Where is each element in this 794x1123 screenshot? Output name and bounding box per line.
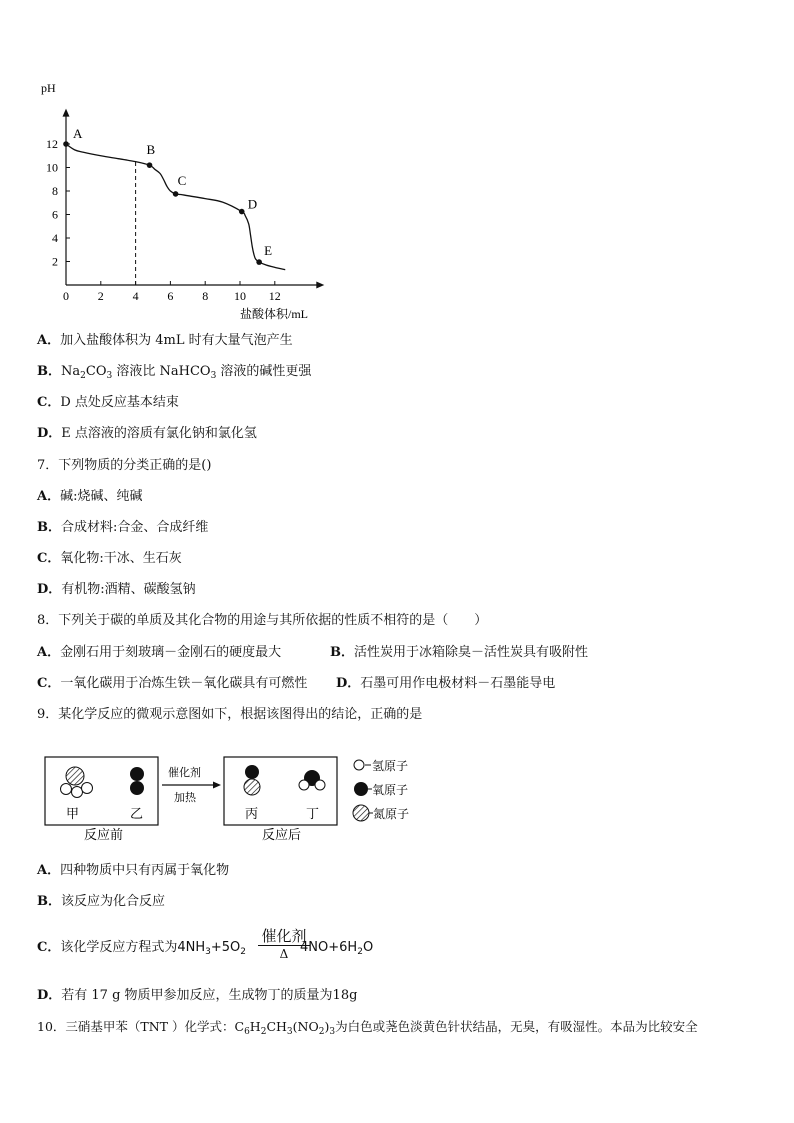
oxygen-atom [130, 767, 144, 781]
formula-part: +5O [210, 940, 241, 955]
text-part: 为白色或荛色淡黄色针状结晶，无臭，有吸湿性。本品为比较安全 [335, 1019, 698, 1034]
q9-option-c [37, 939, 373, 958]
option-letter: D． [37, 582, 62, 597]
q6-option-d [37, 425, 257, 443]
formula-part: 4NO+6H [300, 940, 358, 955]
hydrogen-atom [72, 787, 83, 798]
subscript: 3 [205, 947, 211, 957]
q7-option-d [37, 581, 196, 599]
x-tick-label: 4 [132, 289, 139, 303]
label-jia: 甲 [66, 806, 80, 821]
y-tick-label: 4 [52, 231, 58, 245]
option-letter: B． [37, 520, 61, 535]
chart-axes [63, 109, 325, 289]
q7-stem: 7．下列物质的分类正确的是() [37, 458, 212, 473]
option-text: 合成材料:合金、合成纤维 [61, 520, 209, 535]
point-label-e: E [264, 243, 273, 259]
q9-option-b [37, 893, 165, 911]
hydrogen-legend-icon [354, 760, 364, 770]
option-letter: C． [37, 395, 61, 410]
subscript: 2 [357, 947, 363, 957]
option-text: 加入盐酸体积为 4mL 时有大量气泡产生 [60, 333, 293, 348]
label-bing: 丙 [245, 806, 259, 821]
q8-stem: 8．下列关于碳的单质及其化合物的用途与其所依据的性质不相符的是（ ） [37, 613, 488, 628]
option-letter: A． [37, 645, 61, 660]
x-axis-label: 盐酸体积/mL [240, 307, 308, 321]
point-d [239, 209, 245, 215]
option-letter: A． [37, 333, 61, 348]
option-text: 石墨可用作电极材料－石墨能导电 [360, 676, 556, 691]
point-c [173, 191, 179, 197]
subscript: 3 [329, 1027, 336, 1037]
ph-titration-chart [0, 0, 794, 330]
molecule-bing-no [244, 765, 260, 795]
option-letter: D． [336, 676, 361, 691]
option-text: 该化学反应方程式为 [60, 940, 178, 955]
q10-stem [37, 1018, 698, 1038]
x-tick-label: 2 [97, 289, 104, 303]
option-text: 四种物质中只有丙属于氧化物 [60, 863, 230, 878]
heating-label: 加热 [174, 792, 196, 804]
label-yi: 乙 [130, 806, 144, 821]
y-tick-label: 6 [52, 207, 58, 222]
formula-part: CO [85, 364, 107, 379]
text-part: ) [324, 1019, 330, 1034]
oxygen-legend-icon [354, 782, 368, 796]
subscript: 2 [318, 1027, 325, 1037]
hydrogen-atom [82, 783, 93, 794]
equation-lhs [177, 940, 246, 955]
option-letter: C． [37, 676, 61, 691]
after-caption: 反应后 [262, 827, 302, 842]
text-part: 10．三硝基甲苯（TNT ）化学式：C [37, 1019, 245, 1034]
q6-option-b [37, 363, 311, 382]
point-label-d: D [247, 196, 258, 212]
q8-option-a [37, 644, 281, 662]
x-axis-arrow-icon [316, 282, 324, 289]
option-text: D 点处反应基本结束 [60, 395, 179, 410]
formula-part: O [362, 940, 374, 955]
catalyst-label: 催化剂 [168, 767, 201, 779]
option-text: 若有 17 g 物质甲参加反应，生成物丁的质量为18g [61, 988, 358, 1003]
option-letter: C． [37, 551, 61, 566]
formula-part: Na [61, 364, 81, 379]
reaction-micro-diagram [0, 740, 460, 850]
option-text: 有机物:酒精、碳酸氢钠 [61, 582, 196, 597]
y-tick-label: 2 [52, 254, 58, 269]
option-text: 该反应为化合反应 [61, 894, 166, 909]
point-e [256, 259, 262, 265]
point-label-a: A [73, 126, 83, 141]
q7-option-b [37, 519, 208, 537]
molecule-yi-o2 [130, 767, 144, 795]
subscript: 3 [210, 371, 217, 381]
y-tick-label: 12 [46, 137, 58, 151]
q7-option-c [37, 550, 182, 568]
option-text: 金刚石用于刻玻璃－金刚石的硬度最大 [60, 645, 282, 660]
option-text: 氧化物:干冰、生石灰 [60, 551, 182, 566]
y-tick-label: 10 [46, 160, 58, 175]
oxygen-atom [245, 765, 259, 779]
condition-heat: Δ [279, 947, 289, 961]
text-part: CH [266, 1019, 287, 1034]
subscript: 2 [260, 1027, 267, 1037]
chart-tick-labels [46, 137, 281, 303]
point-label-b: B [146, 142, 156, 158]
point-b [147, 162, 153, 168]
subscript: 2 [240, 947, 247, 957]
point-label-c: C [177, 172, 187, 188]
legend [353, 759, 409, 821]
formula-part: 4NH [177, 940, 206, 955]
q6-option-a [37, 332, 293, 350]
after-box [224, 757, 337, 825]
q9-option-a [37, 862, 229, 880]
molecule-jia-nh3 [61, 767, 93, 798]
x-tick-label: 10 [234, 289, 246, 303]
option-letter: B． [330, 645, 354, 660]
q9-option-d [37, 987, 357, 1005]
text-part: H [249, 1019, 261, 1034]
q7-option-a [37, 488, 142, 506]
y-axis-label: pH [41, 81, 56, 95]
x-tick-label: 12 [268, 289, 281, 303]
option-letter: C． [37, 940, 61, 955]
x-tick-label: 6 [167, 289, 174, 303]
nitrogen-atom [66, 767, 84, 785]
legend-oxygen: 氧原子 [372, 783, 409, 797]
subscript: 6 [244, 1027, 250, 1037]
y-tick-label: 8 [52, 184, 58, 198]
nitrogen-atom [244, 779, 260, 795]
q9-stem: 9．某化学反应的微观示意图如下，根据该图得出的结论，正确的是 [37, 707, 423, 722]
q8-option-c [37, 675, 307, 693]
oxygen-atom [130, 781, 144, 795]
subscript: 3 [106, 371, 113, 381]
option-letter: D． [37, 988, 62, 1003]
arrow-head-icon [213, 782, 221, 789]
subscript: 3 [286, 1027, 293, 1037]
option-text: 一氧化碳用于冶炼生铁－氧化碳具有可燃性 [60, 676, 308, 691]
option-text: 溶液比 NaHCO [112, 364, 211, 379]
option-text: 活性炭用于冰箱除臭－活性炭具有吸附性 [354, 645, 589, 660]
legend-hydrogen: 氢原子 [372, 759, 409, 773]
q8-option-b [330, 644, 588, 662]
option-letter: D． [37, 426, 62, 441]
nitrogen-legend-icon [353, 805, 369, 821]
hydrogen-atom [299, 780, 309, 790]
text-part: (NO [292, 1019, 319, 1034]
hydrogen-atom [61, 784, 72, 795]
option-letter: A． [37, 863, 61, 878]
x-tick-label: 8 [202, 289, 209, 303]
option-text: E 点溶液的溶质有氯化钠和氯化氢 [61, 426, 257, 441]
hydrogen-atom [315, 780, 325, 790]
x-tick-label: 0 [63, 289, 69, 303]
option-letter: A． [37, 489, 61, 504]
label-ding: 丁 [306, 806, 320, 821]
molecule-ding-h2o [299, 770, 325, 790]
q8-option-d [336, 675, 555, 693]
option-letter: B． [37, 894, 61, 909]
option-text: 碱:烧碱、纯碱 [60, 489, 143, 504]
before-caption: 反应前 [84, 827, 124, 842]
y-axis-arrow-icon [63, 109, 70, 117]
option-text: 溶液的碱性更强 [216, 364, 312, 379]
legend-nitrogen: 氮原子 [373, 807, 410, 821]
subscript: 2 [80, 371, 86, 381]
condition-catalyst: 催化剂 [261, 927, 307, 945]
q6-option-c [37, 394, 179, 412]
option-letter: B． [37, 364, 61, 379]
chart-points [63, 126, 272, 265]
reaction-condition [258, 927, 310, 962]
equation-rhs [300, 940, 373, 955]
